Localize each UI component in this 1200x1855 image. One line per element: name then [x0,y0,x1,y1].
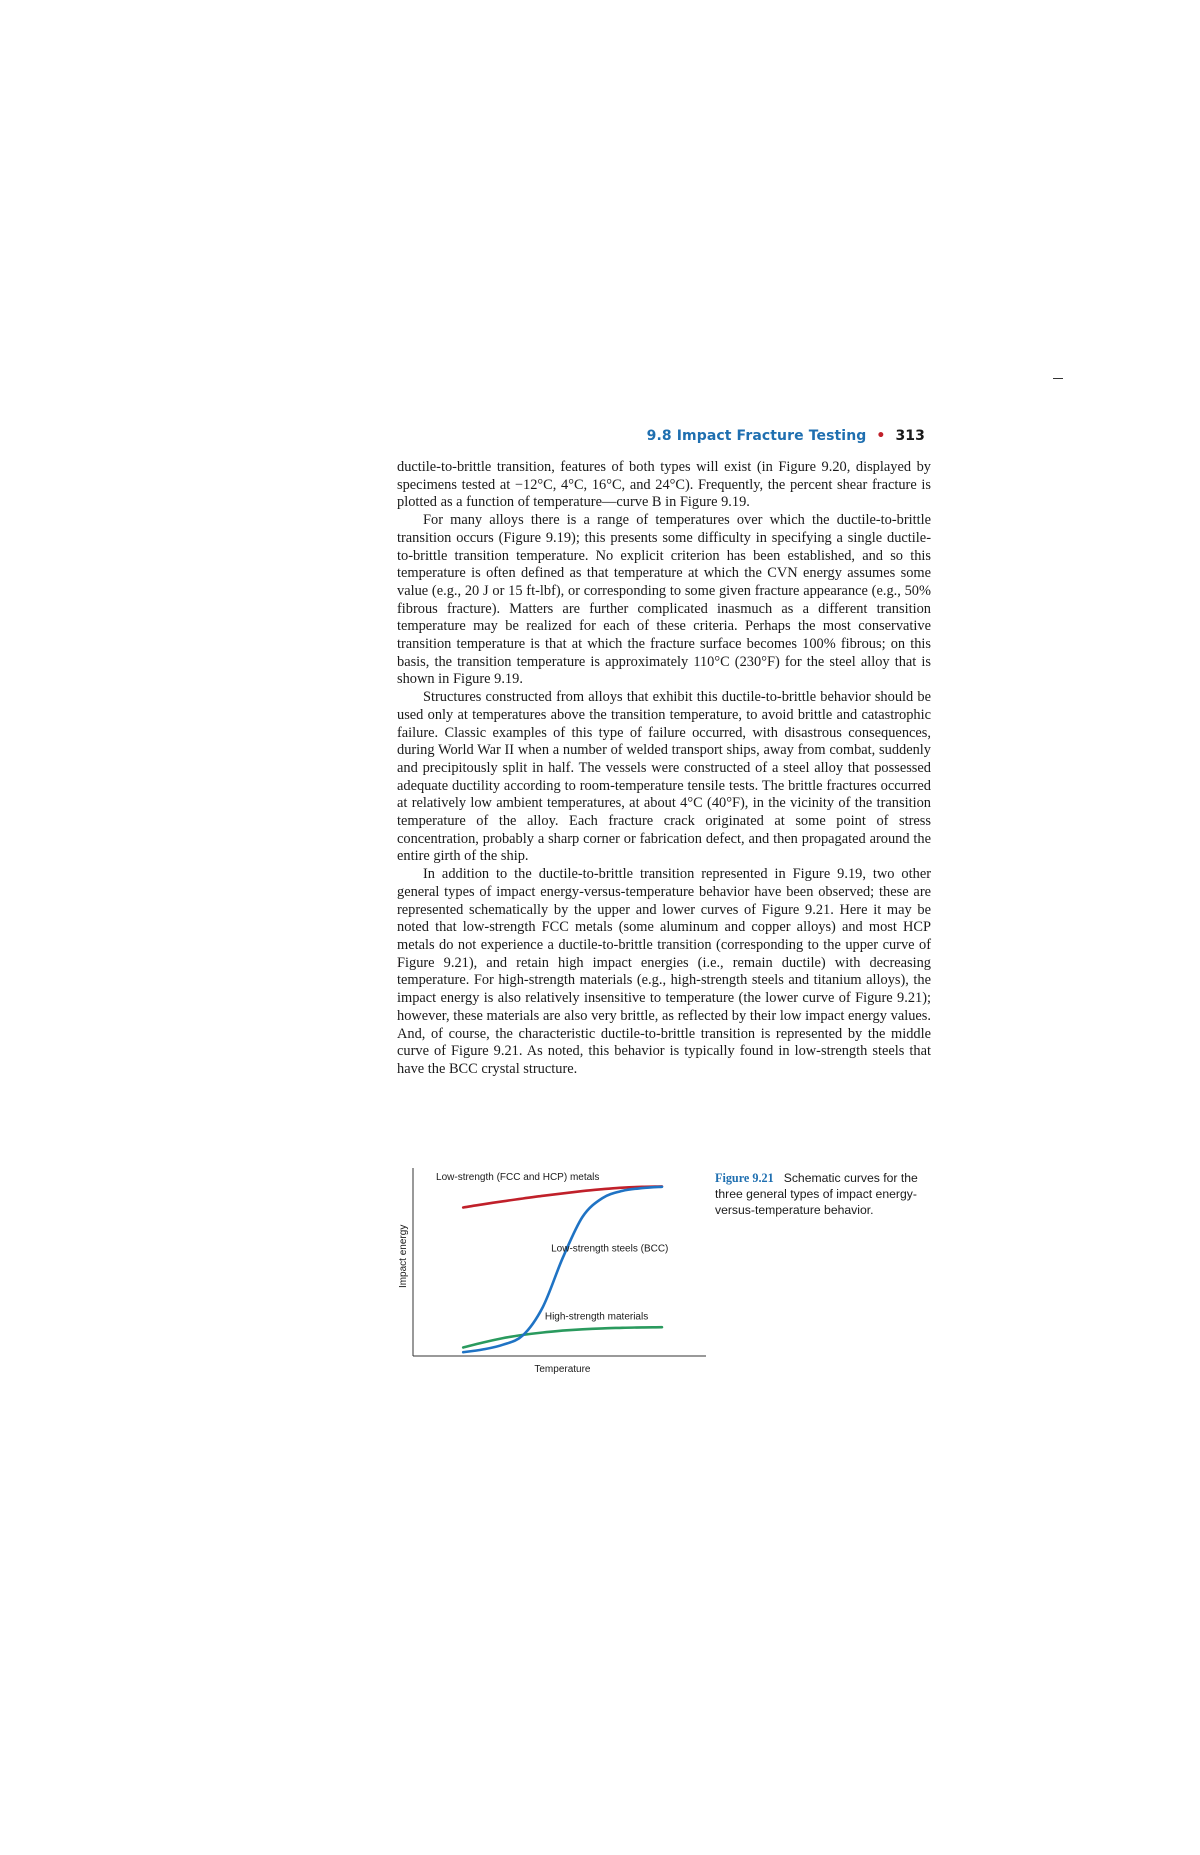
figure-label: Figure 9.21 [715,1171,774,1185]
page-number: 313 [895,428,925,444]
body-text [397,459,931,1079]
series-label-high-strength: High-strength materials [544,1311,649,1323]
series-label-bcc-steels: Low-strength steels (BCC) [551,1243,669,1255]
section-title: 9.8 Impact Fracture Testing [646,428,867,444]
figure-caption-text: Schematic curves for the three general types of impact energy-versus-temperature behavior. [715,1171,918,1217]
paragraph-3: Structures constructed from alloys that exhibit this ductile-to-brittle behavior should be used only at temperatures above the transition temperature, to avoid brittle and catastrophic failure. Classic examples of this type of failure occurred, with disastrous consequences, during World War II when a number of welded transport ships, away from combat, suddenly and precipitously split in half. The vessels were constructed of a steel alloy that possessed adequate ductility according to room-temperature tensile tests. The brittle fractures occurred at relatively low ambient temperatures, at about 4°C (40°F), in the vicinity of the transition temperature of the alloy. Each fracture crack originated at some point of stress concentration, probably a sharp corner or fabrication defect, and then propagated around the entire girth of the ship. [397,689,931,865]
x-axis-label: Temperature [534,1364,591,1375]
impact-energy-chart [396,1158,708,1380]
paragraph-4: In addition to the ductile-to-brittle transition represented in Figure 9.19, two other general types of impact energy-versus-temperature behavior have been observed; these are represented schematically by the upper and lower curves of Figure 9.21. Here it may be noted that low-strength FCC metals (some aluminum and copper alloys) and most HCP metals do not experience a ductile-to-brittle transition (corresponding to the upper curve of Figure 9.21), and retain high impact energies (i.e., remain ductile) with decreasing temperature. For high-strength materials (e.g., high-strength steels and titanium alloys), the impact energy is also relatively insensitive to temperature (the lower curve of Figure 9.21); however, these materials are also very brittle, as reflected by their low impact energy values. And, of course, the characteristic ductile-to-brittle transition is represented by the middle curve of Figure 9.21. As noted, this behavior is typically found in low-strength steels that have the BCC crystal structure. [397,866,931,1077]
header-bullet: • [876,428,886,444]
paragraph-1: ductile-to-brittle transition, features of both types will exist (in Figure 9.20, displayed by specimens tested at −12°C, 4°C, 16°C, and 24°C). Frequently, the percent shear fracture is plotted as a function of temperature—curve B in Figure 9.19. [397,459,931,511]
y-axis-label: Impact energy [398,1224,409,1289]
figure-caption [715,1170,937,1218]
figure-9-21 [396,1158,936,1378]
series-line-high-strength [463,1327,662,1347]
series-label-fcc-hcp: Low-strength (FCC and HCP) metals [436,1172,600,1184]
corner-dash-mark [1053,378,1063,379]
running-head [390,428,925,444]
paragraph-2: For many alloys there is a range of temperatures over which the ductile-to-brittle transition occurs (Figure 9.19); this presents some difficulty in specifying a single ductile-to-brittle transition temperature. No explicit criterion has been established, and so this temperature is often defined as that temperature at which the CVN energy assumes some value (e.g., 20 J or 15 ft-lbf), or corresponding to some given fracture appearance (e.g., 50% fibrous fracture). Matters are further complicated inasmuch as a different transition temperature may be realized for each of these criteria. Perhaps the most conservative transition temperature is that at which the fracture surface becomes 100% fibrous; on this basis, the transition temperature is approximately 110°C (230°F) for the steel alloy that is shown in Figure 9.19. [397,512,931,688]
